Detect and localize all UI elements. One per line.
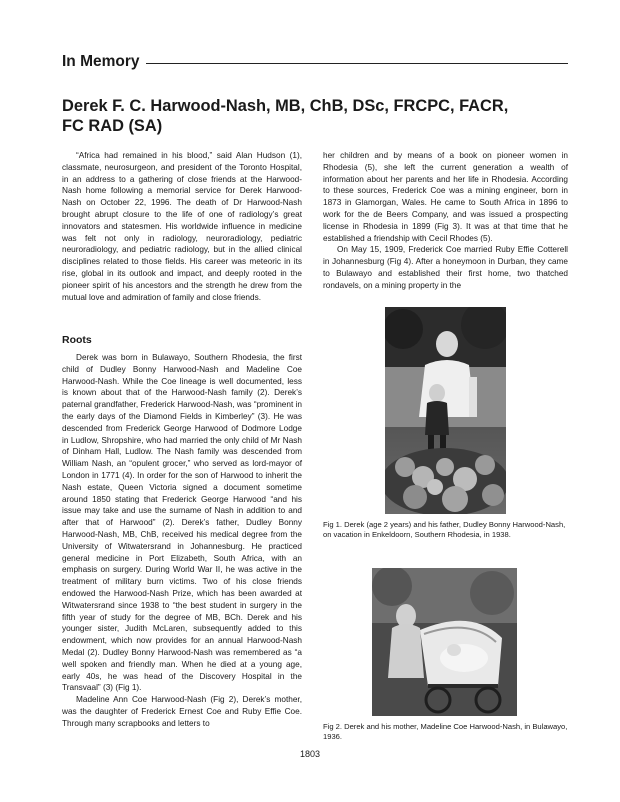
article-title: Derek F. C. Harwood-Nash, MB, ChB, DSc, FRCPC, FACR, FC RAD (SA) [62, 97, 509, 135]
mother-and-baby-photo [372, 568, 517, 716]
section-label: In Memory [62, 53, 140, 70]
figure-1-caption: Fig 1. Derek (age 2 years) and his father, Dudley Bonny Harwood-Nash, on vacation in Enkeldoorn, Southern Rhodesia, in 1938. [323, 520, 566, 539]
right-column [323, 150, 568, 292]
roots-heading: Roots [62, 334, 92, 346]
section-header [62, 51, 568, 73]
roots-paragraph-1: Derek was born in Bulawayo, Southern Rhodesia, the first child of Dudley Bonny Harwood-Nash and Madeline Coe Harwood-Nash. While the Coe lineage is well documented, less is known about that of the Harwood-Nash family (2). Derek’s paternal grandfather, Frederick Harwood-Nash, was “prominent in the early days of the Diamond Fields in Kimberley” (3). He was descended from Frederick George Harwood of Dodmore Lodge in Ludlow, Shropshire, who had married the only child of Mr Nash of Dinham Hall, Ludlow. The Nash family was descended from William Nash, an “opulent grocer,” who served as lord-mayor of London in 1771 (4). In order for the son of Harwood to inherit the Nash estate, Queen Victoria signed a document sometime around 1850 stating that Frederick George Harwood “and his issue may take and use the surname of Nash in addition to and after that of Harwood” (2). Derek’s father, Dudley Bonny Harwood-Nash, MB, ChB, received his medical degree from the University of Witwatersrand in Johannesburg. He practiced general medicine in Port Elizabeth, South Africa, with an emphasis on surgery. During World War II, he was active in the treatment of military burn victims. Two of his close friends endowed the Harwood-Nash Prize, which has been awarded at Witwatersrand since 1938 to “the best student in surgery in the fifth year of study for the degree of MB, BCh. Derek and his younger sister, Judith McLaren, subsequently added to this endowment, which now provides for an annual Harwood-Nash Medal (2). Dudley Bonny Harwood-Nash was remembered as “a well spoken and friendly man. When he died at a young age, early 40s, he was head of the Discovery Hospital in the Transvaal” (3) (Fig 1). [62, 353, 302, 693]
father-and-son-photo [385, 307, 506, 514]
figure-2-photo [372, 568, 517, 716]
col2-paragraph-2: On May 15, 1909, Frederick Coe married Ruby Effie Cotterell in Johannesburg (Fig 4). After a honeymoon in Durban, they came to Bulawayo and established their first home, two thatched rondavels, on a mining property in the [323, 245, 568, 290]
page-number: 1803 [299, 749, 321, 759]
roots-paragraph-2: Madeline Ann Coe Harwood-Nash (Fig 2), Derek’s mother, was the daughter of Frederick Ernest Coe and Ruby Effie Coe. Through many scrapbooks and letters to [62, 695, 302, 728]
figure-1-photo [385, 307, 506, 514]
intro-paragraph: “Africa had remained in his blood,” said Alan Hudson (1), classmate, neurosurgeon, and president of the Toronto Hospital, in an address to a gathering of close friends at the Harwood-Nash home following a memorial service for Derek Harwood-Nash on October 22, 1996. The death of Dr Harwood-Nash brought abrupt closure to the life of one of radiology’s great innovators and statesmen. His worldwide influence in medicine was felt not only in radiology, neuroradiology, pediatric neuroradiology, and pediatric radiology, but in the allied clinical disciplines related to those fields. His career was meteoric in its rise, global in its outlook and impact, and deeply rooted in the pioneer spirit of his ancestors and the strength he drew from the mutual love and admiration of family and close friends. [62, 151, 302, 302]
header-rule [146, 63, 568, 64]
col2-paragraph-1: her children and by means of a book on pioneer women in Rhodesia (5), she left the current generation a wealth of information about her parents and her life in Rhodesia. According to these sources, Frederick Coe was a mining engineer, born in 1873 in Glamorgan, Wales. He came to South Africa in 1896 to work for the de Beers Company, and was issued a prospecting license in Rhodesia in 1899 (Fig 3). It was at that time that he established a friendship with Cecil Rhodes (5). [323, 151, 568, 243]
roots-column [62, 352, 302, 730]
figure-2-caption: Fig 2. Derek and his mother, Madeline Coe Harwood-Nash, in Bulawayo, 1936. [323, 722, 568, 741]
intro-column [62, 150, 302, 303]
